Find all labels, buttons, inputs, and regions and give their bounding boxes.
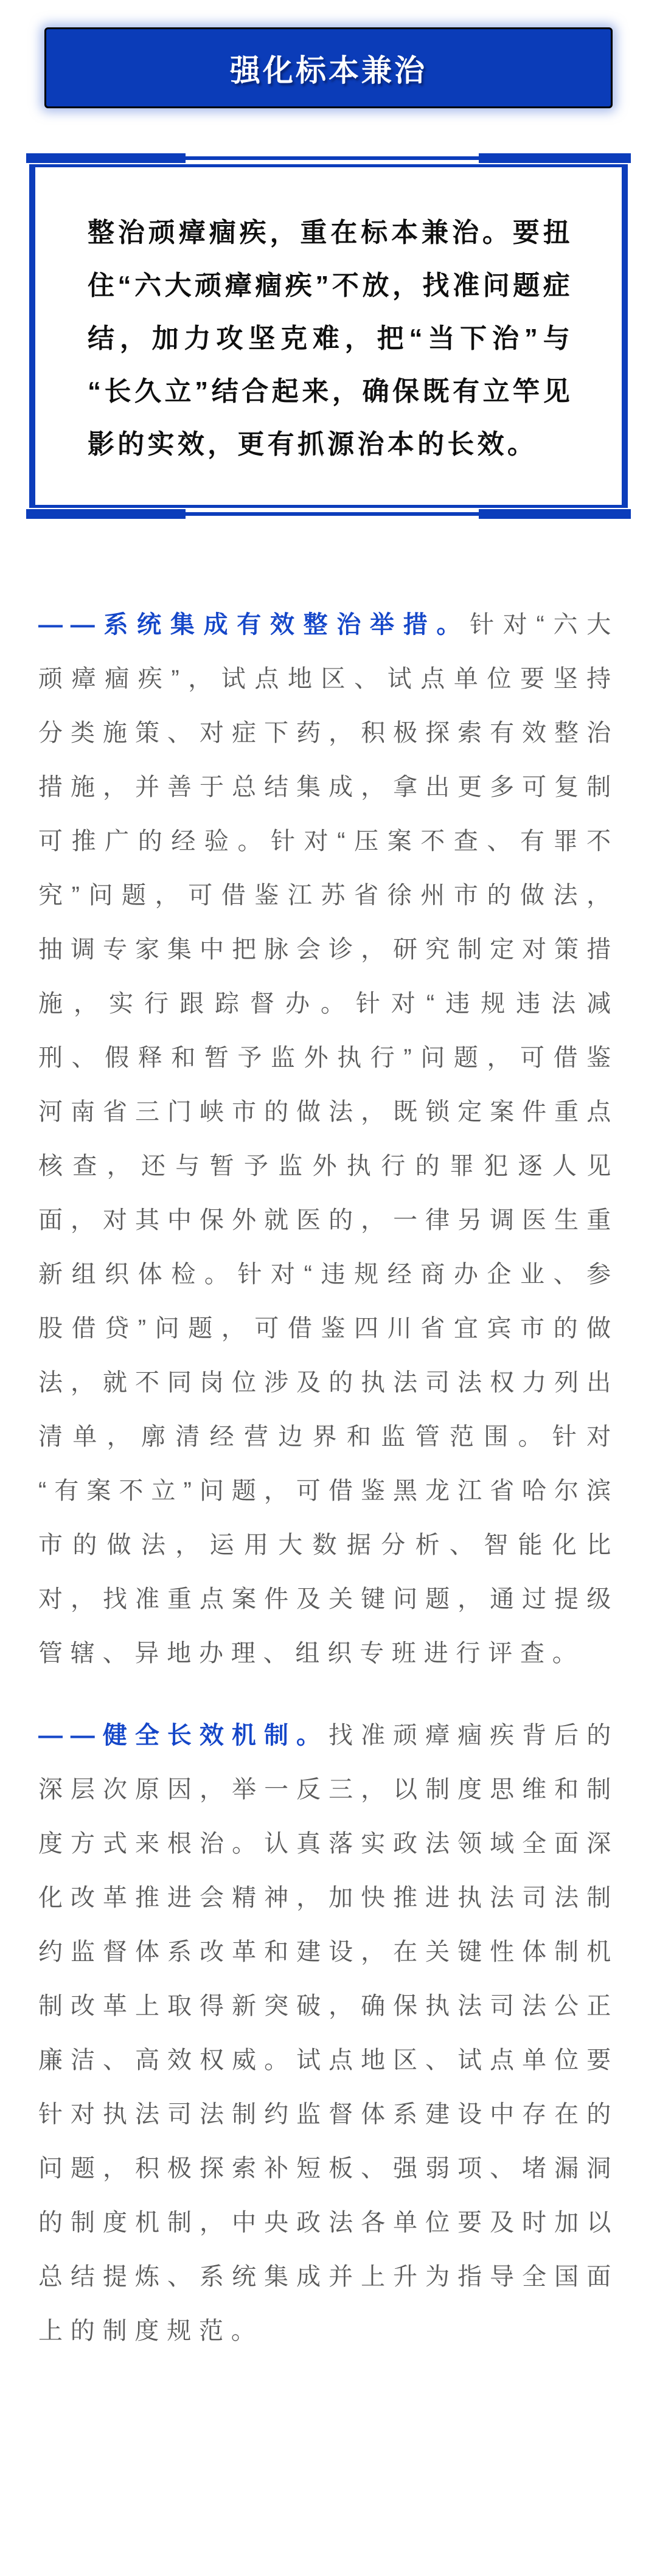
paragraph-lead: ——系统集成有效整治举措。: [38, 611, 470, 638]
paragraph-lead: ——健全长效机制。: [38, 1722, 328, 1749]
paragraph-text: 找准顽瘴痼疾背后的深层次原因，举一反三，以制度思维和制度方式来根治。认真落实政法领域全面深化改革推进会精神，加快推进执法司法制约监督体系改革和建设，在关键性体制机制改革上取得新突破，确保执法司法公正廉洁、高效权威。试点地区、试点单位要针对执法司法制约监督体系建设中存在的问题，积极探索补短板、强弱项、堵漏洞的制度机制，中央政法各单位要及时加以总结提炼、系统集成并上升为指导全国面上的制度规范。: [38, 1722, 619, 2344]
paragraph-long-term-mechanism: [38, 1709, 619, 2358]
article-body: [38, 598, 619, 2480]
frame-bottom-decoration: [26, 509, 631, 519]
frame-bottom-right-bar: [479, 509, 631, 519]
section-title-banner: [44, 27, 613, 108]
quote-text: 整治顽瘴痼疾，重在标本兼治。要扭住“六大顽瘴痼疾”不放，找准问题症结，加力攻坚克难，把“当下治”与“长久立”结合起来，确保既有立竿见影的实效，更有抓源治本的长效。: [88, 218, 573, 459]
frame-top-right-bar: [479, 153, 631, 163]
frame-top-left-bar: [26, 153, 186, 163]
quote-box: [29, 164, 628, 508]
paragraph-integrated-measures: [38, 598, 619, 1681]
quote-frame: [26, 153, 631, 519]
paragraph-text: 针对“六大顽瘴痼疾”，试点地区、试点单位要坚持分类施策、对症下药，积极探索有效整治措施，并善于总结集成，拿出更多可复制可推广的经验。针对“压案不查、有罪不究”问题，可借鉴江苏省徐州市的做法，抽调专家集中把脉会诊，研究制定对策措施，实行跟踪督办。针对“违规违法减刑、假释和暂予监外执行”问题，可借鉴河南省三门峡市的做法，既锁定案件重点核查，还与暂予监外执行的罪犯逐人见面，对其中保外就医的，一律另调医生重新组织体检。针对“违规经商办企业、参股借贷”问题，可借鉴四川省宜宾市的做法，就不同岗位涉及的执法司法权力列出清单，廓清经营边界和监管范围。针对“有案不立”问题，可借鉴黑龙江省哈尔滨市的做法，运用大数据分析、智能化比对，找准重点案件及关键问题，通过提级管辖、异地办理、组织专班进行评查。: [38, 611, 619, 1667]
section-title: 强化标本兼治: [230, 53, 427, 88]
frame-bottom-left-bar: [26, 509, 186, 519]
article-page: [0, 27, 657, 2576]
frame-top-decoration: [26, 153, 631, 163]
